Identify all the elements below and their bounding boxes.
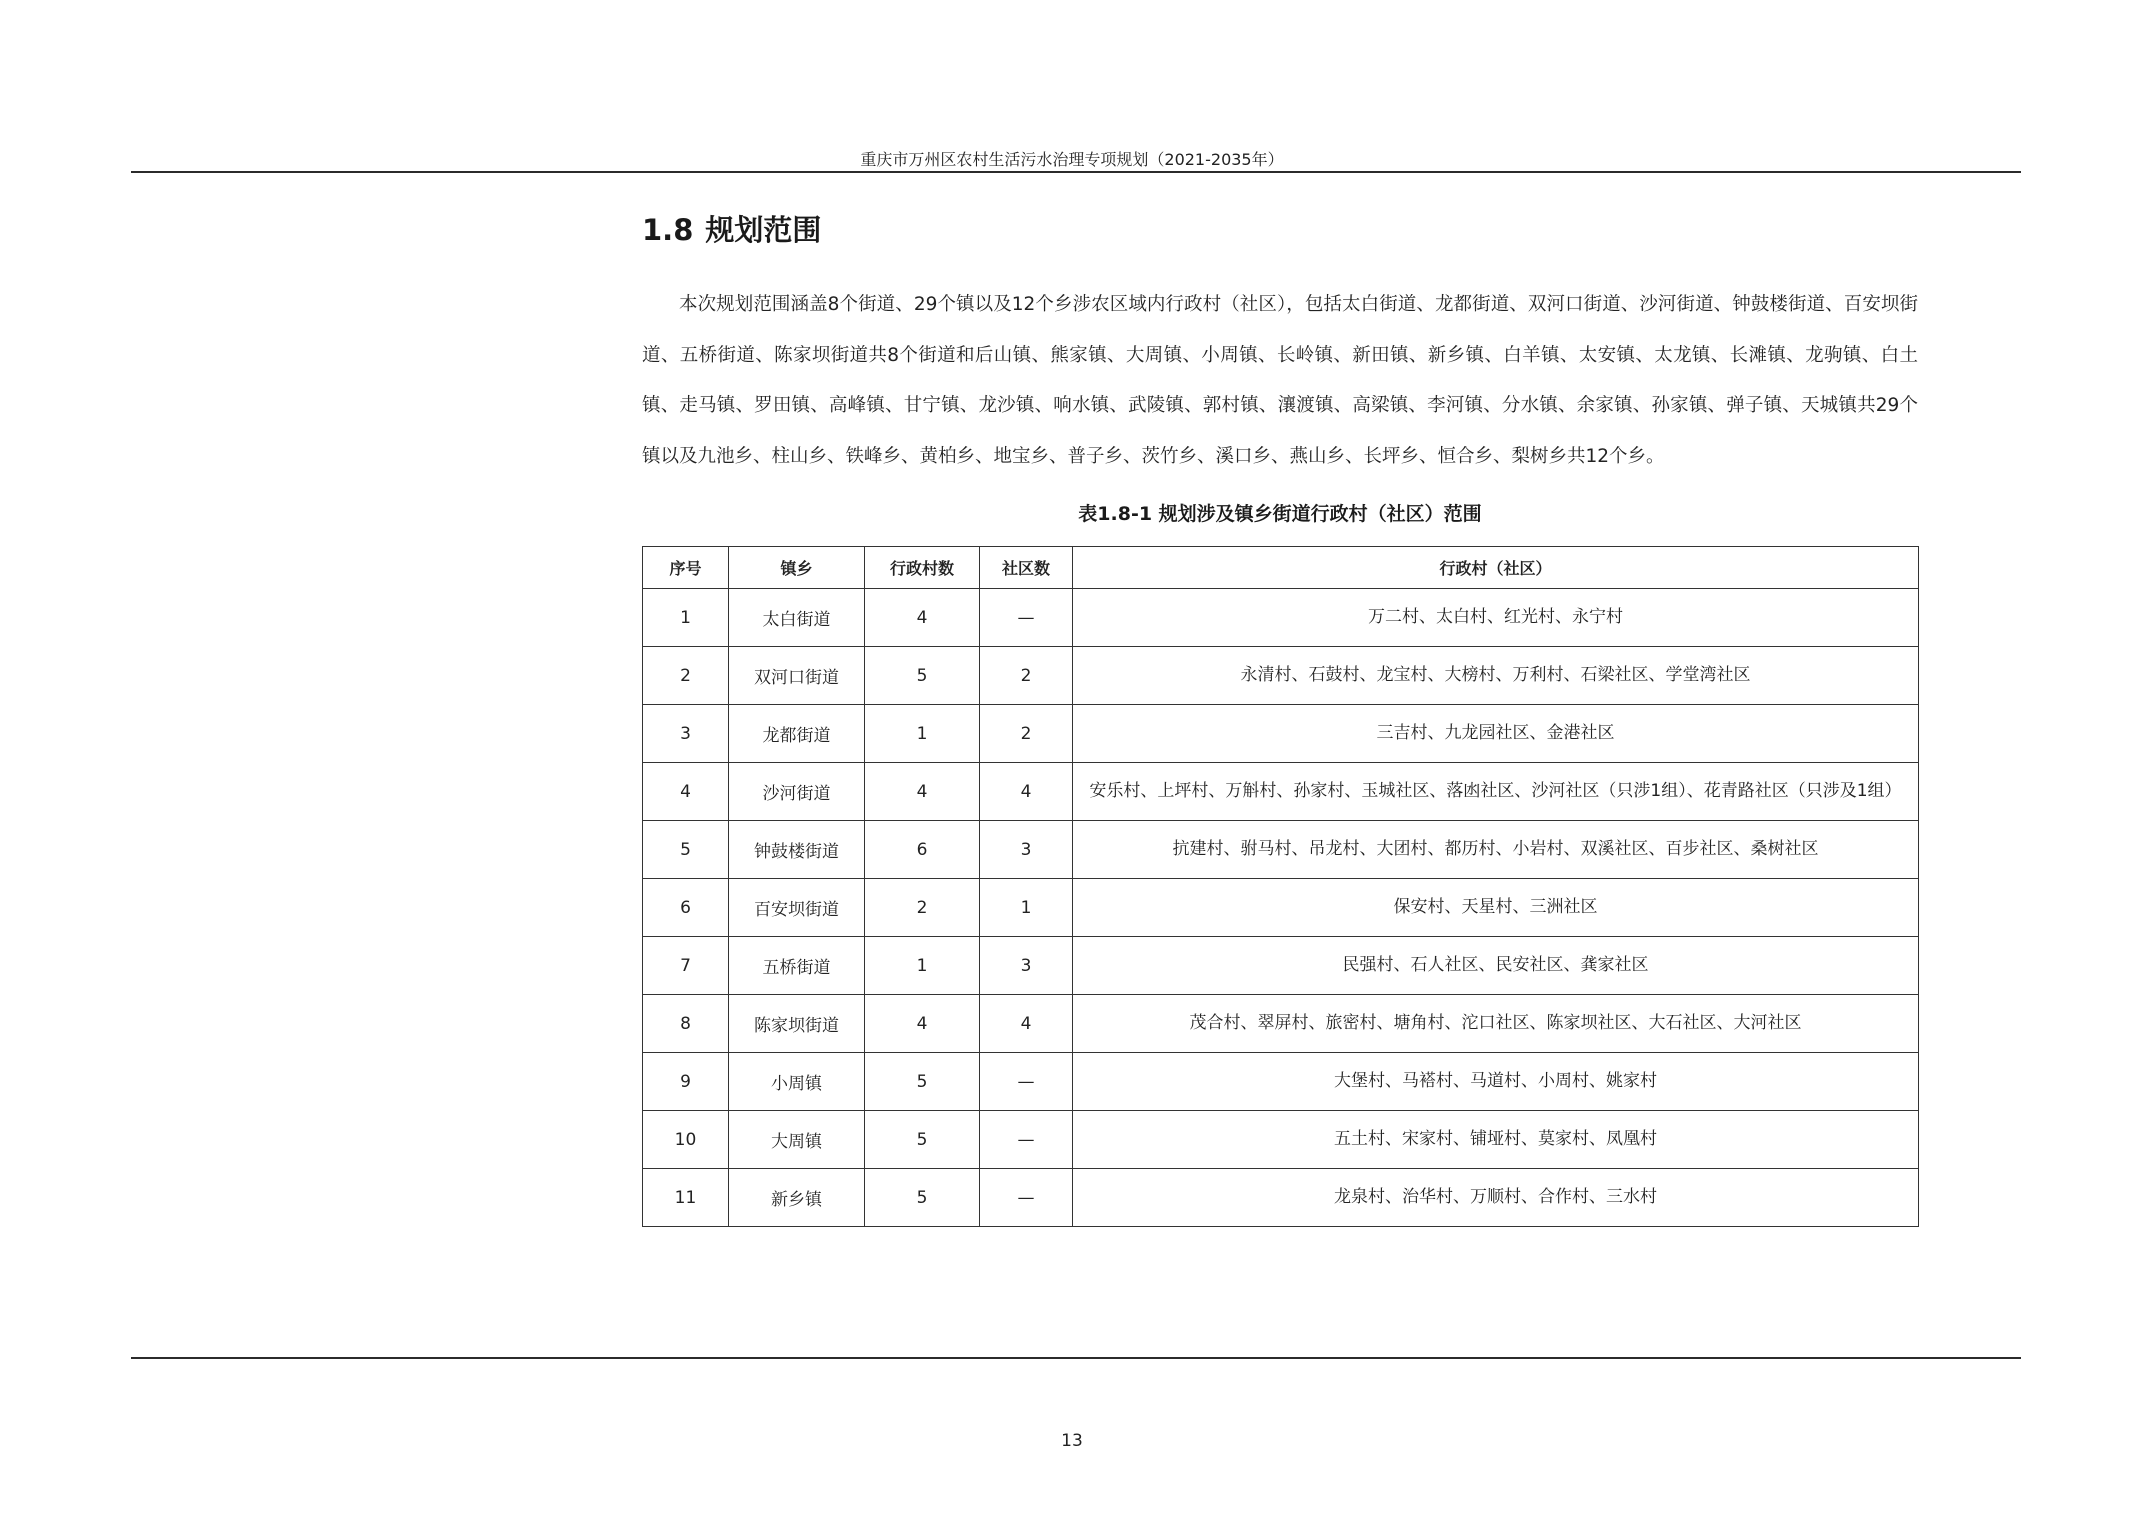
page-content: [642, 205, 1918, 1227]
header-rule: [131, 171, 2021, 173]
cell-index: 11: [643, 1169, 729, 1227]
table-row: [643, 589, 1919, 647]
cell-index: 10: [643, 1111, 729, 1169]
cell-town: 沙河街道: [729, 763, 865, 821]
cell-index: 6: [643, 879, 729, 937]
cell-index: 1: [643, 589, 729, 647]
header-villages: 行政村（社区）: [1073, 547, 1919, 589]
cell-villages: 永清村、石鼓村、龙宝村、大榜村、万利村、石梁社区、学堂湾社区: [1073, 647, 1919, 705]
cell-village-count: 4: [865, 589, 980, 647]
cell-village-count: 5: [865, 1053, 980, 1111]
cell-village-count: 1: [865, 705, 980, 763]
scope-paragraph: 本次规划范围涵盖8个街道、29个镇以及12个乡涉农区域内行政村（社区），包括太白街道、龙都街道、双河口街道、沙河街道、钟鼓楼街道、百安坝街道、五桥街道、陈家坝街道共8个街道和后山镇、熊家镇、大周镇、小周镇、长岭镇、新田镇、新乡镇、白羊镇、太安镇、太龙镇、长滩镇、龙驹镇、白土镇、走马镇、罗田镇、高峰镇、甘宁镇、龙沙镇、响水镇、武陵镇、郭村镇、瀼渡镇、高梁镇、李河镇、分水镇、余家镇、孙家镇、弹子镇、天城镇共29个镇以及九池乡、柱山乡、铁峰乡、黄柏乡、地宝乡、普子乡、茨竹乡、溪口乡、燕山乡、长坪乡、恒合乡、梨树乡共12个乡。: [642, 294, 1918, 467]
table-row: [643, 937, 1919, 995]
table-row: [643, 705, 1919, 763]
cell-villages: 龙泉村、治华村、万顺村、合作村、三水村: [1073, 1169, 1919, 1227]
table-row: [643, 821, 1919, 879]
section-number: 1.8: [642, 213, 694, 247]
cell-villages: 抗建村、驸马村、吊龙村、大团村、都历村、小岩村、双溪社区、百步社区、桑树社区: [1073, 821, 1919, 879]
cell-community-count: —: [980, 589, 1073, 647]
header-town: 镇乡: [729, 547, 865, 589]
cell-town: 小周镇: [729, 1053, 865, 1111]
cell-community-count: —: [980, 1169, 1073, 1227]
cell-village-count: 4: [865, 763, 980, 821]
cell-index: 4: [643, 763, 729, 821]
cell-town: 双河口街道: [729, 647, 865, 705]
cell-community-count: 4: [980, 763, 1073, 821]
cell-index: 3: [643, 705, 729, 763]
cell-index: 2: [643, 647, 729, 705]
footer-rule: [131, 1357, 2021, 1359]
cell-community-count: 3: [980, 937, 1073, 995]
cell-villages: 五土村、宋家村、铺垭村、莫家村、凤凰村: [1073, 1111, 1919, 1169]
section-heading: [642, 205, 1918, 255]
cell-villages: 茂合村、翠屏村、旅密村、塘角村、沱口社区、陈家坝社区、大石社区、大河社区: [1073, 995, 1919, 1053]
cell-villages: 三吉村、九龙园社区、金港社区: [1073, 705, 1919, 763]
cell-index: 9: [643, 1053, 729, 1111]
cell-community-count: 1: [980, 879, 1073, 937]
cell-town: 大周镇: [729, 1111, 865, 1169]
cell-villages: 安乐村、上坪村、万斛村、孙家村、玉城社区、落凼社区、沙河社区（只涉1组）、花青路社区（只涉及1组）: [1073, 763, 1919, 821]
cell-community-count: —: [980, 1053, 1073, 1111]
cell-village-count: 6: [865, 821, 980, 879]
table-row: [643, 763, 1919, 821]
cell-village-count: 5: [865, 1169, 980, 1227]
cell-villages: 万二村、太白村、红光村、永宁村: [1073, 589, 1919, 647]
section-title: 规划范围: [705, 213, 822, 247]
table-caption: 表1.8-1 规划涉及镇乡街道行政村（社区）范围: [1078, 503, 1482, 525]
page-number: 13: [1061, 1431, 1083, 1451]
table-row: [643, 879, 1919, 937]
cell-index: 8: [643, 995, 729, 1053]
table-row: [643, 1111, 1919, 1169]
cell-village-count: 5: [865, 647, 980, 705]
cell-town: 陈家坝街道: [729, 995, 865, 1053]
cell-community-count: 3: [980, 821, 1073, 879]
cell-town: 太白街道: [729, 589, 865, 647]
cell-town: 龙都街道: [729, 705, 865, 763]
cell-villages: 民强村、石人社区、民安社区、龚家社区: [1073, 937, 1919, 995]
cell-town: 钟鼓楼街道: [729, 821, 865, 879]
cell-village-count: 1: [865, 937, 980, 995]
header-index: 序号: [643, 547, 729, 589]
cell-index: 7: [643, 937, 729, 995]
cell-village-count: 5: [865, 1111, 980, 1169]
table-row: [643, 1053, 1919, 1111]
cell-town: 百安坝街道: [729, 879, 865, 937]
cell-index: 5: [643, 821, 729, 879]
cell-community-count: —: [980, 1111, 1073, 1169]
header-community-count: 社区数: [980, 547, 1073, 589]
table-row: [643, 647, 1919, 705]
header-village-count: 行政村数: [865, 547, 980, 589]
cell-town: 新乡镇: [729, 1169, 865, 1227]
table-row: [643, 995, 1919, 1053]
scope-table: [642, 546, 1919, 1227]
table-header-row: [643, 547, 1919, 589]
cell-villages: 大堡村、马褡村、马道村、小周村、姚家村: [1073, 1053, 1919, 1111]
cell-villages: 保安村、天星村、三洲社区: [1073, 879, 1919, 937]
table-row: [643, 1169, 1919, 1227]
cell-town: 五桥街道: [729, 937, 865, 995]
cell-village-count: 2: [865, 879, 980, 937]
cell-community-count: 2: [980, 647, 1073, 705]
running-header: 重庆市万州区农村生活污水治理专项规划（2021-2035年）: [860, 150, 1284, 169]
cell-community-count: 2: [980, 705, 1073, 763]
cell-community-count: 4: [980, 995, 1073, 1053]
cell-village-count: 4: [865, 995, 980, 1053]
